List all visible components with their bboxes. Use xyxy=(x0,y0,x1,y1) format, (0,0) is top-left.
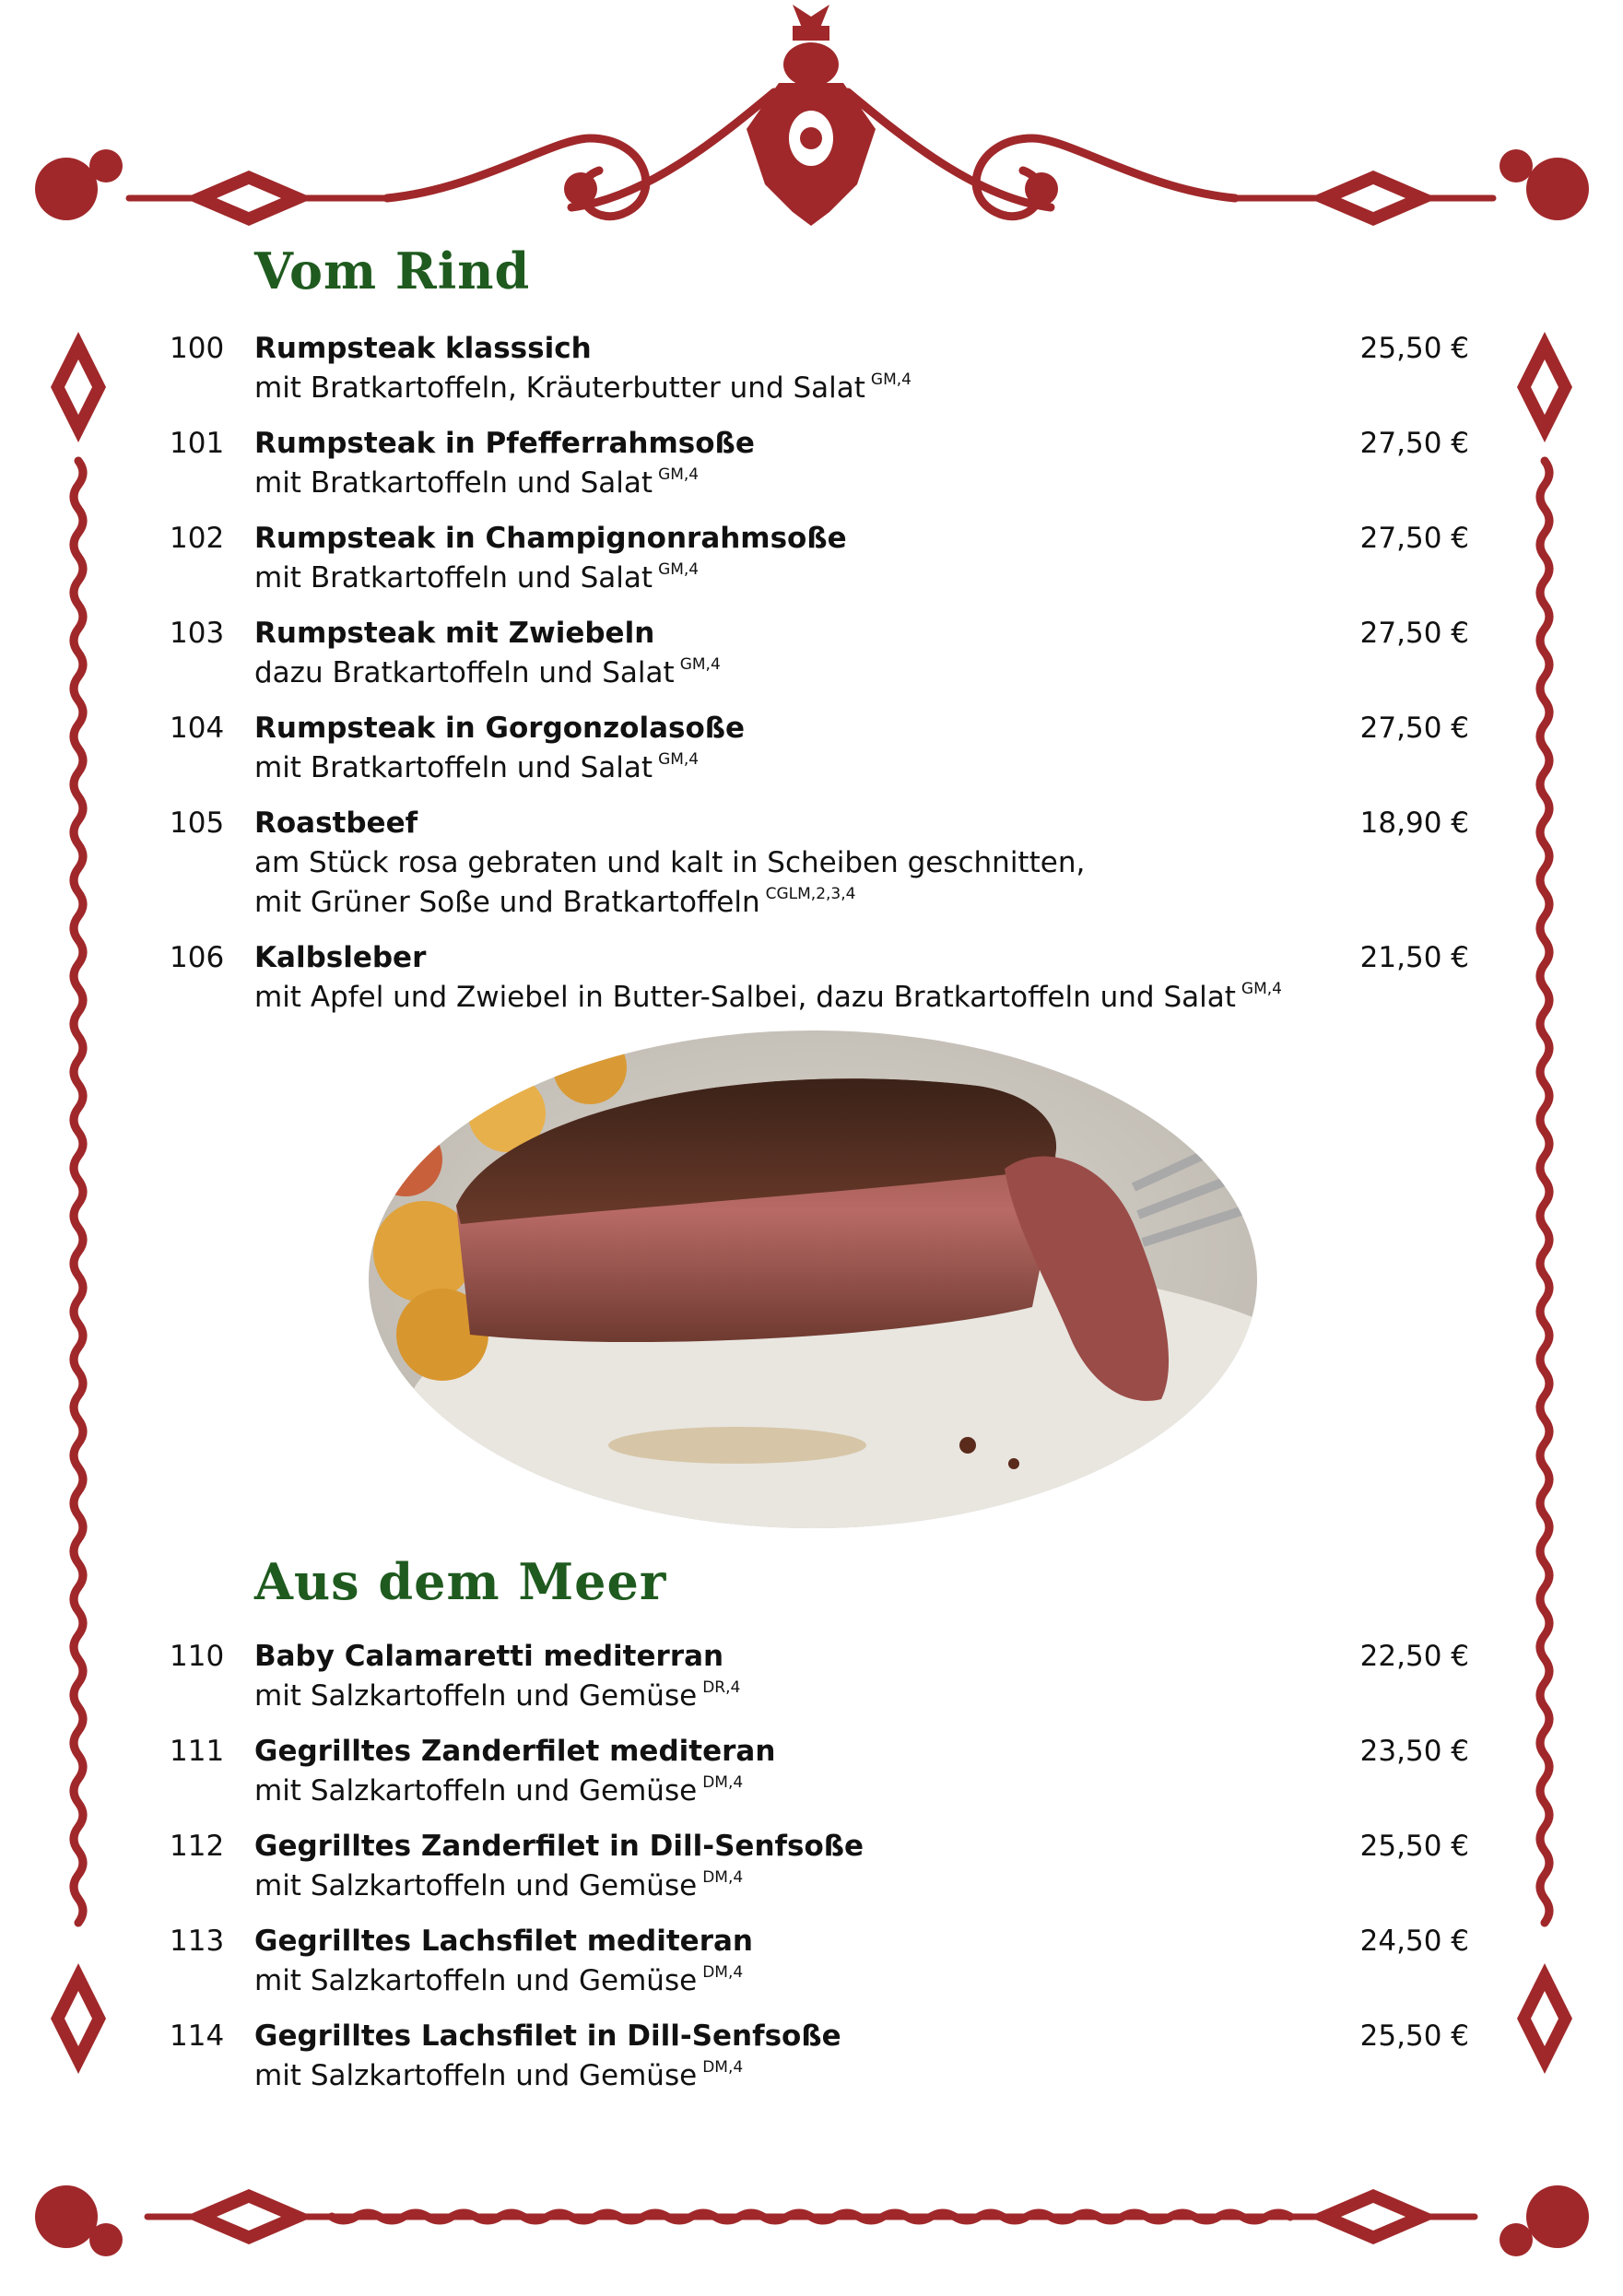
item-price: 21,50 € xyxy=(1359,941,1469,974)
item-price: 27,50 € xyxy=(1359,712,1469,745)
item-description: dazu Bratkartoffeln und Salat $^{GM,4}$ xyxy=(254,655,721,689)
item-price: 27,50 € xyxy=(1359,427,1469,460)
allergen-codes: GM,4 xyxy=(870,371,911,389)
item-number: 101 xyxy=(170,427,225,460)
item-name: Gegrilltes Zanderfilet mediteran xyxy=(254,1735,776,1768)
item-description: mit Salzkartoffeln und Gemüse $^{DM,4}$ xyxy=(254,1773,744,1807)
item-description: mit Salzkartoffeln und Gemüse $^{DR,4}$ xyxy=(254,1678,741,1713)
allergen-codes: DM,4 xyxy=(702,2058,744,2077)
item-name: Rumpsteak mit Zwiebeln xyxy=(254,617,655,650)
item-price: 27,50 € xyxy=(1359,617,1469,650)
item-description: mit Salzkartoffeln und Gemüse $^{DM,4}$ xyxy=(254,2058,744,2092)
item-price: 22,50 € xyxy=(1359,1640,1469,1673)
allergen-codes: DM,4 xyxy=(702,1773,744,1792)
allergen-codes: DM,4 xyxy=(702,1963,744,1982)
item-number: 103 xyxy=(170,617,225,650)
section-title-vom-rind: Vom Rind xyxy=(254,241,531,300)
allergen-codes: CGLM,2,3,4 xyxy=(765,885,856,903)
item-description: mit Bratkartoffeln und Salat $^{GM,4}$ xyxy=(254,750,700,784)
item-price: 24,50 € xyxy=(1359,1925,1469,1958)
steak-photo xyxy=(369,1030,1258,1528)
item-description: mit Bratkartoffeln und Salat $^{GM,4}$ xyxy=(254,465,700,500)
item-number: 104 xyxy=(170,712,225,745)
item-price: 27,50 € xyxy=(1359,522,1469,555)
item-price: 25,50 € xyxy=(1359,1830,1469,1863)
allergen-codes: GM,4 xyxy=(658,750,700,769)
allergen-codes: GM,4 xyxy=(658,560,700,579)
item-description: mit Bratkartoffeln und Salat $^{GM,4}$ xyxy=(254,560,700,595)
item-number: 111 xyxy=(170,1735,225,1768)
allergen-codes: DR,4 xyxy=(702,1678,741,1697)
item-number: 110 xyxy=(170,1640,225,1673)
item-name: Rumpsteak in Pfefferrahmsoße xyxy=(254,427,755,460)
allergen-codes: GM,4 xyxy=(658,465,700,484)
item-name: Gegrilltes Lachsfilet mediteran xyxy=(254,1925,753,1958)
urn-ornament-icon xyxy=(747,5,876,226)
item-name: Gegrilltes Zanderfilet in Dill-Senfsoße xyxy=(254,1830,864,1863)
item-name: Gegrilltes Lachsfilet in Dill-Senfsoße xyxy=(254,2019,841,2053)
item-number: 112 xyxy=(170,1830,225,1863)
item-price: 25,50 € xyxy=(1359,2019,1469,2053)
section-title-aus-dem-meer: Aus dem Meer xyxy=(254,1552,667,1611)
item-name: Roastbeef xyxy=(254,807,418,840)
item-number: 113 xyxy=(170,1925,225,1958)
item-name: Baby Calamaretti mediterran xyxy=(254,1640,724,1673)
item-number: 100 xyxy=(170,332,225,365)
allergen-codes: GM,4 xyxy=(1241,980,1282,998)
item-name: Kalbsleber xyxy=(254,941,427,974)
item-number: 106 xyxy=(170,941,225,974)
item-description: mit Bratkartoffeln, Kräuterbutter und Salat $^{GM,4}$ xyxy=(254,371,911,405)
item-price: 18,90 € xyxy=(1359,807,1469,840)
item-number: 114 xyxy=(170,2019,225,2053)
item-description: mit Salzkartoffeln und Gemüse $^{DM,4}$ xyxy=(254,1868,744,1902)
item-price: 23,50 € xyxy=(1359,1735,1469,1768)
item-number: 102 xyxy=(170,522,225,555)
item-description: mit Apfel und Zwiebel in Butter-Salbei, dazu Bratkartoffeln und Salat $^{GM,4}$ xyxy=(254,980,1282,1014)
allergen-codes: DM,4 xyxy=(702,1868,744,1887)
item-name: Rumpsteak in Champignonrahmsoße xyxy=(254,522,847,555)
item-name: Rumpsteak in Gorgonzolasoße xyxy=(254,712,746,745)
item-number: 105 xyxy=(170,807,225,840)
item-price: 25,50 € xyxy=(1359,332,1469,365)
item-description: am Stück rosa gebraten und kalt in Scheiben geschnitten, mit Grüner Soße und Bratkartoffeln $^{CGLM,2,3,4}$ xyxy=(254,846,1086,919)
item-description: mit Salzkartoffeln und Gemüse $^{DM,4}$ xyxy=(254,1963,744,1997)
allergen-codes: GM,4 xyxy=(679,655,721,674)
item-name: Rumpsteak klasssich xyxy=(254,332,592,365)
